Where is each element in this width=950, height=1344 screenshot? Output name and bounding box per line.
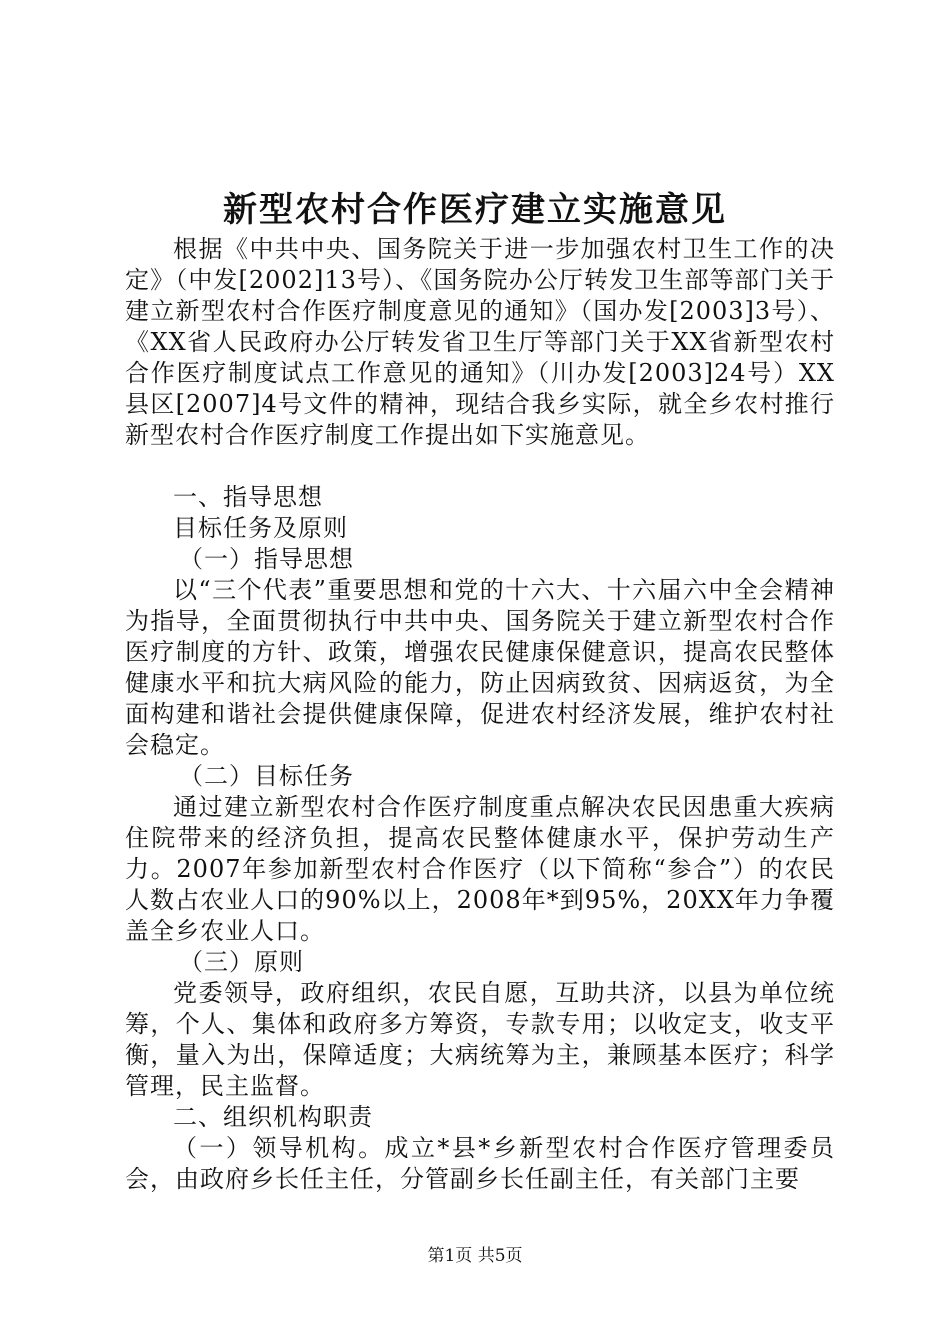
blank-line bbox=[125, 451, 835, 482]
page-footer: 第1页 共5页 bbox=[427, 1246, 523, 1266]
sub3-paragraph: 党委领导，政府组织，农民自愿，互助共济，以县为单位统筹，个人、集体和政府多方筹资，专款专用；以收定支，收支平衡，量入为出，保障适度；大病统筹为主，兼顾基本医疗；科学管理，民主监督。 bbox=[125, 979, 835, 1100]
sub1-paragraph: 以“三个代表”重要思想和党的十六大、十六届六中全会精神为指导，全面贯彻执行中共中央、国务院关于建立新型农村合作医疗制度的方针、政策，增强农民健康保健意识，提高农民整体健康水平和抗大病风险的能力，防止因病致贫、因病返贫，为全面构建和谐社会提供健康保障，促进农村经济发展，维护农村社会稳定。 bbox=[125, 576, 835, 759]
sub3-heading: （三）原则 bbox=[179, 948, 304, 976]
intro-paragraph: 根据《中共中央、国务院关于进一步加强农村卫生工作的决定》（中发[2002]13号）、《国务院办公厅转发卫生部等部门关于建立新型农村合作医疗制度意见的通知》（国办发[2003]3号）、《XX省人民政府办公厅转发省卫生厅等部门关于XX省新型农村合作医疗制度试点工作意见的通知》（川办发[2003]24号）XX县区[2007]4号文件的精神，现结合我乡实际，就全乡农村推行新型农村合作医疗制度工作提出如下实施意见。 bbox=[125, 235, 835, 449]
sub1-heading: （一）指导思想 bbox=[179, 545, 354, 573]
section1-subtitle: 目标任务及原则 bbox=[173, 514, 348, 542]
section2-paragraph: （一）领导机构。成立*县*乡新型农村合作医疗管理委员会，由政府乡长任主任，分管副乡长任副主任，有关部门主要 bbox=[125, 1134, 835, 1193]
section2-heading: 二、组织机构职责 bbox=[173, 1103, 373, 1131]
section1-heading: 一、指导思想 bbox=[173, 483, 323, 511]
sub2-heading: （二）目标任务 bbox=[179, 762, 354, 790]
document-title: 新型农村合作医疗建立实施意见 bbox=[223, 190, 727, 230]
document-body bbox=[125, 234, 835, 1195]
sub2-paragraph: 通过建立新型农村合作医疗制度重点解决农民因患重大疾病住院带来的经济负担，提高农民整体健康水平，保护劳动生产力。2007年参加新型农村合作医疗（以下简称“参合”）的农民人数占农业人口的90%以上，2008年*到95%，20XX年力争覆盖全乡农业人口。 bbox=[125, 793, 835, 945]
